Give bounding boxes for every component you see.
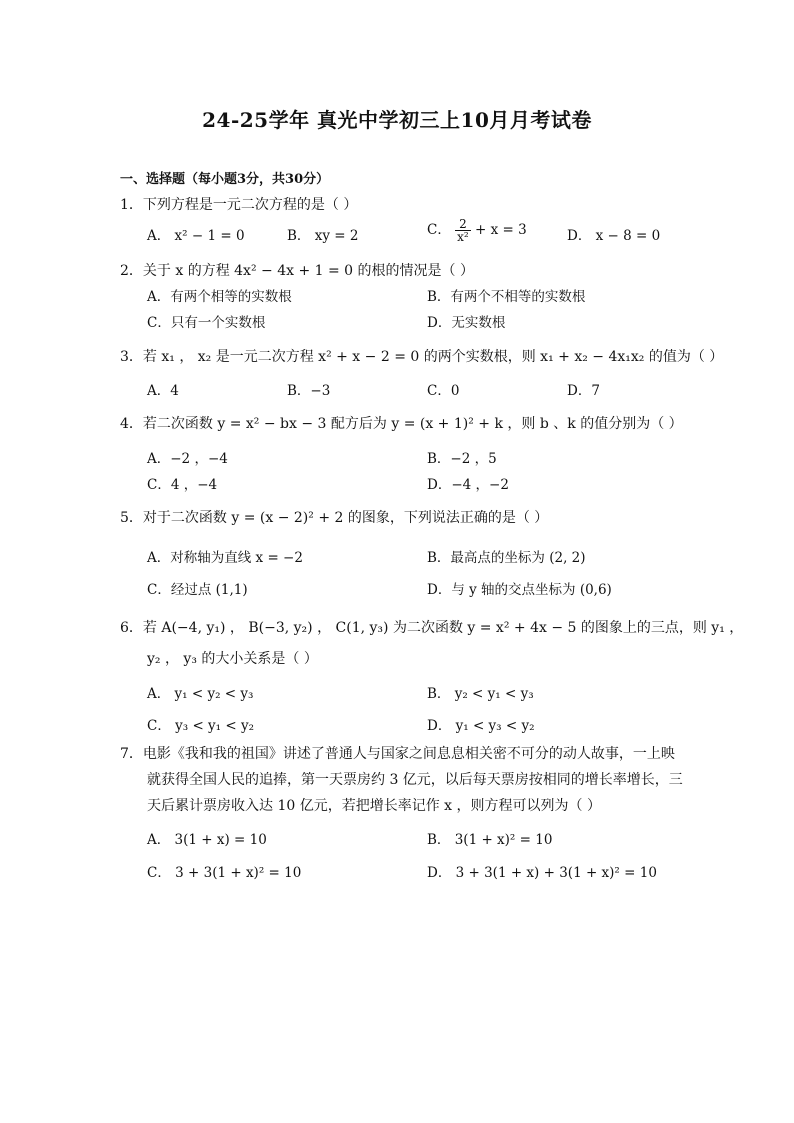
question-5-option-c: C．经过点 (1,1) [147,582,248,598]
question-1-stem: 1．下列方程是一元二次方程的是（ ） [120,197,358,213]
page-title: 24-25学年 真光中学初三上10月月考试卷 [202,108,592,132]
question-2-option-a: A．有两个相等的实数根 [147,289,292,305]
question-4-option-b: B．−2 ，5 [427,451,497,467]
question-1-option-c [427,218,527,243]
question-6-option-b: B． y₂ < y₁ < y₃ [427,686,534,702]
question-2-stem: 2．关于 x 的方程 4x² − 4x + 1 = 0 的根的情况是（ ） [120,263,474,279]
question-4-option-c: C．4 ，−4 [147,477,218,493]
question-4-option-d: D．−4 ，−2 [427,477,509,493]
section-heading: 一、选择题（每小题3分，共30分） [120,172,330,187]
question-2-option-c: C．只有一个实数根 [147,315,266,331]
question-4-stem: 4．若二次函数 y = x² − bx − 3 配方后为 y = (x + 1)² + k ，则 b 、k 的值分别为（ ） [120,416,683,432]
question-7-stem-line-1: 7．电影《我和我的祖国》讲述了普通人与国家之间息息相关密不可分的动人故事，一上映 [120,746,675,762]
question-7-stem-line-2: 就获得全国人民的追捧，第一天票房约 3 亿元，以后每天票房按相同的增长率增长，三 [147,772,683,788]
option-c-label: C． [427,222,451,238]
question-6-option-d: D． y₁ < y₃ < y₂ [427,718,535,734]
question-6-stem-line-1: 6．若 A(−4, y₁) ， B(−3, y₂) ， C(1, y₃) 为二次函数 y = x² + 4x − 5 的图象上的三点，则 y₁ ， [120,620,744,636]
question-7-option-c: C． 3 + 3(1 + x)² = 10 [147,865,302,881]
question-2-option-d: D．无实数根 [427,315,506,331]
fraction [455,218,471,243]
question-6-option-a: A． y₁ < y₂ < y₃ [147,686,254,702]
question-4-option-a: A．−2 ，−4 [147,451,228,467]
question-1-option-a: A． x² − 1 = 0 [147,228,245,244]
question-5-option-d: D．与 y 轴的交点坐标为 (0,6) [427,582,612,598]
option-c-rest: + x = 3 [470,222,527,238]
fraction-denominator: x² [457,230,469,244]
question-3-option-d: D．7 [567,383,600,399]
question-7-option-a: A． 3(1 + x) = 10 [147,832,267,848]
question-3-option-b: B．−3 [287,383,331,399]
question-6-stem-line-2: y₂ ， y₃ 的大小关系是（ ） [147,651,318,667]
question-1-option-b: B． xy = 2 [287,228,359,244]
question-3-stem: 3．若 x₁ ， x₂ 是一元二次方程 x² + x − 2 = 0 的两个实数根，则 x₁ + x₂ − 4x₁x₂ 的值为（ ） [120,349,724,365]
question-7-option-b: B． 3(1 + x)² = 10 [427,832,553,848]
question-1-option-d: D． x − 8 = 0 [567,228,661,244]
question-2-option-b: B．有两个不相等的实数根 [427,289,586,305]
question-5-stem: 5．对于二次函数 y = (x − 2)² + 2 的图象，下列说法正确的是（ ） [120,510,549,526]
question-3-option-a: A．4 [147,383,179,399]
question-7-stem-line-3: 天后累计票房收入达 10 亿元，若把增长率记作 x ，则方程可以列为（ ） [147,798,601,814]
question-3-option-c: C．0 [427,383,460,399]
question-7-option-d: D． 3 + 3(1 + x) + 3(1 + x)² = 10 [427,865,657,881]
question-6-option-c: C． y₃ < y₁ < y₂ [147,718,255,734]
question-5-option-a: A．对称轴为直线 x = −2 [147,550,303,566]
fraction-numerator: 2 [455,218,471,231]
question-5-option-b: B．最高点的坐标为 (2, 2) [427,550,586,566]
